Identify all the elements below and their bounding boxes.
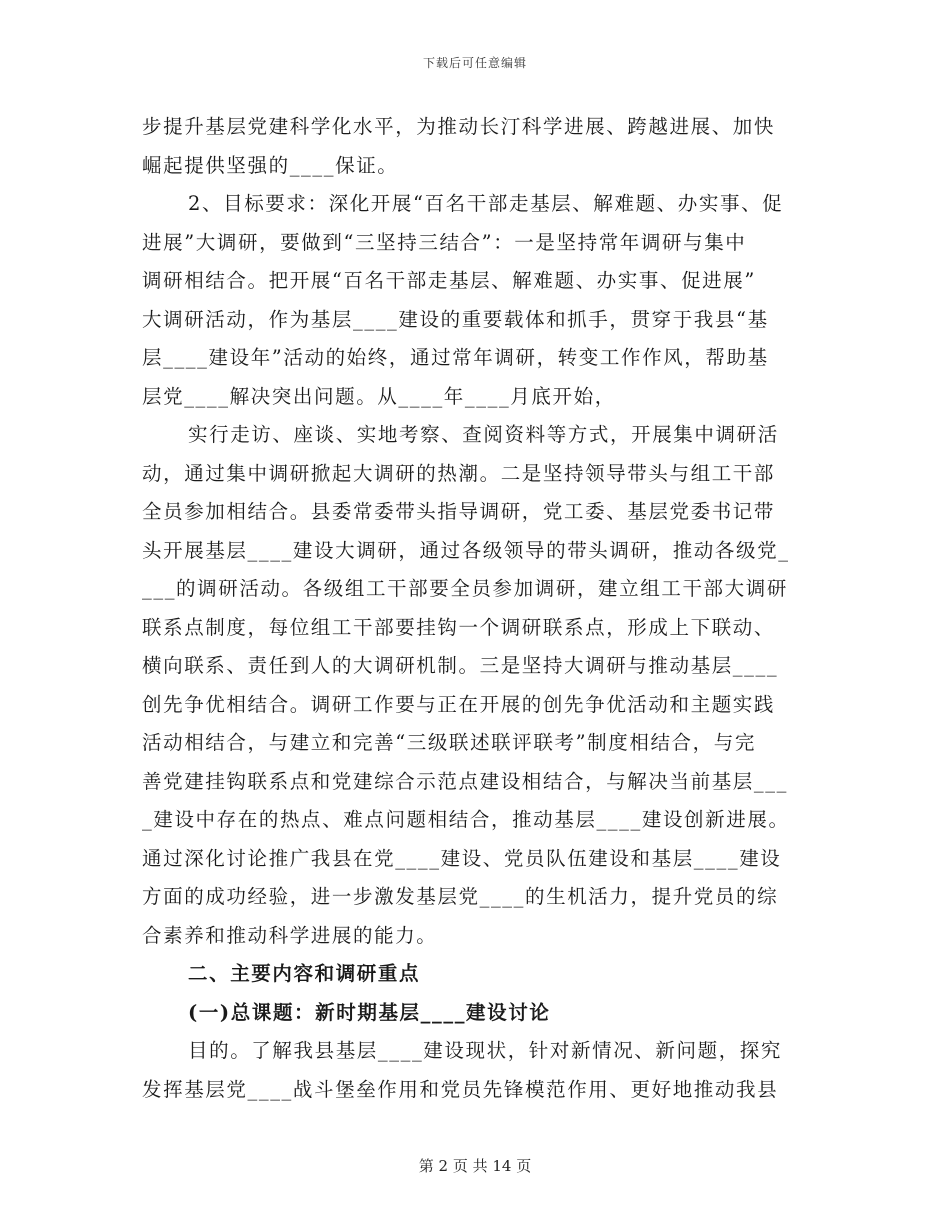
paragraph-line: 层党____解决突出问题。从____年____月底开始， (142, 384, 616, 408)
paragraph-line: 进展”大调研，要做到“三坚持三结合”：一是坚持常年调研与集中 (142, 230, 747, 254)
paragraph-line: 善党建挂钩联系点和党建综合示范点建设相结合，与解决当前基层___ (142, 769, 788, 793)
paragraph-line: 头开展基层____建设大调研，通过各级领导的带头调研，推动各级党_ (142, 538, 790, 562)
paragraph-line: 调研相结合。把开展“百名干部走基层、解难题、办实事、促进展” (142, 269, 756, 292)
section-heading-line: 二、主要内容和调研重点 (188, 962, 421, 985)
paragraph-line: 合素养和推动科学进展的能力。 (142, 923, 438, 947)
paragraph-line: 步提升基层党建科学化水平，为推动长汀科学进展、跨越进展、加快 (142, 115, 776, 138)
paragraph-line: 通过深化讨论推广我县在党____建设、党员队伍建设和基层____建设 (142, 846, 782, 870)
paragraph-line: 全员参加相结合。县委常委带头指导调研，党工委、基层党委书记带 (142, 500, 776, 523)
document-body (142, 108, 810, 1109)
paragraph-line: 层____建设年”活动的始终，通过常年调研，转变工作作风，帮助基 (142, 346, 769, 369)
paragraph-line: 方面的成功经验，进一步激发基层党____的生机活力，提升党员的综 (142, 885, 779, 908)
paragraph-line: 目的。了解我县基层____建设现状，针对新情况、新问题，探究 (188, 1039, 783, 1062)
paragraph-line: 动，通过集中调研掀起大调研的热潮。二是坚持领导带头与组工干部 (142, 461, 776, 485)
paragraph-line: 创先争优相结合。调研工作要与正在开展的创先争优活动和主题实践 (142, 692, 776, 716)
page-number-footer: 第 2 页 共 14 页 (418, 1157, 532, 1175)
page-header: 下载后可任意编辑 (422, 56, 527, 70)
paragraph-line: _建设中存在的热点、难点问题相结合，推动基层____建设创新进展。 (142, 808, 790, 831)
paragraph-line: 活动相结合，与建立和完善“三级联述联评联考”制度相结合，与完 (142, 731, 756, 754)
paragraph-line: 联系点制度，每位组工干部要挂钩一个调研联系点，形成上下联动、 (142, 615, 776, 639)
paragraph-line: 实行走访、座谈、实地考察、查阅资料等方式，开展集中调研活 (188, 423, 779, 446)
paragraph-line: 发挥基层党____战斗堡垒作用和党员先锋模范作用、更好地推动我县 (142, 1077, 779, 1101)
paragraph-line: 大调研活动，作为基层____建设的重要载体和抓手，贯穿于我县“基 (142, 307, 769, 331)
section-heading-line: (一)总课题：新时期基层____建设讨论 (188, 1000, 551, 1024)
paragraph-line: 2、目标要求：深化开展“百名干部走基层、解难题、办实事、促 (188, 192, 784, 215)
paragraph-line: 横向联系、责任到人的大调研机制。三是坚持大调研与推动基层____ (142, 654, 779, 677)
paragraph-line: ___的调研活动。各级组工干部要全员参加调研，建立组工干部大调研 (142, 577, 788, 600)
paragraph-line: 崛起提供坚强的____保证。 (142, 153, 399, 177)
